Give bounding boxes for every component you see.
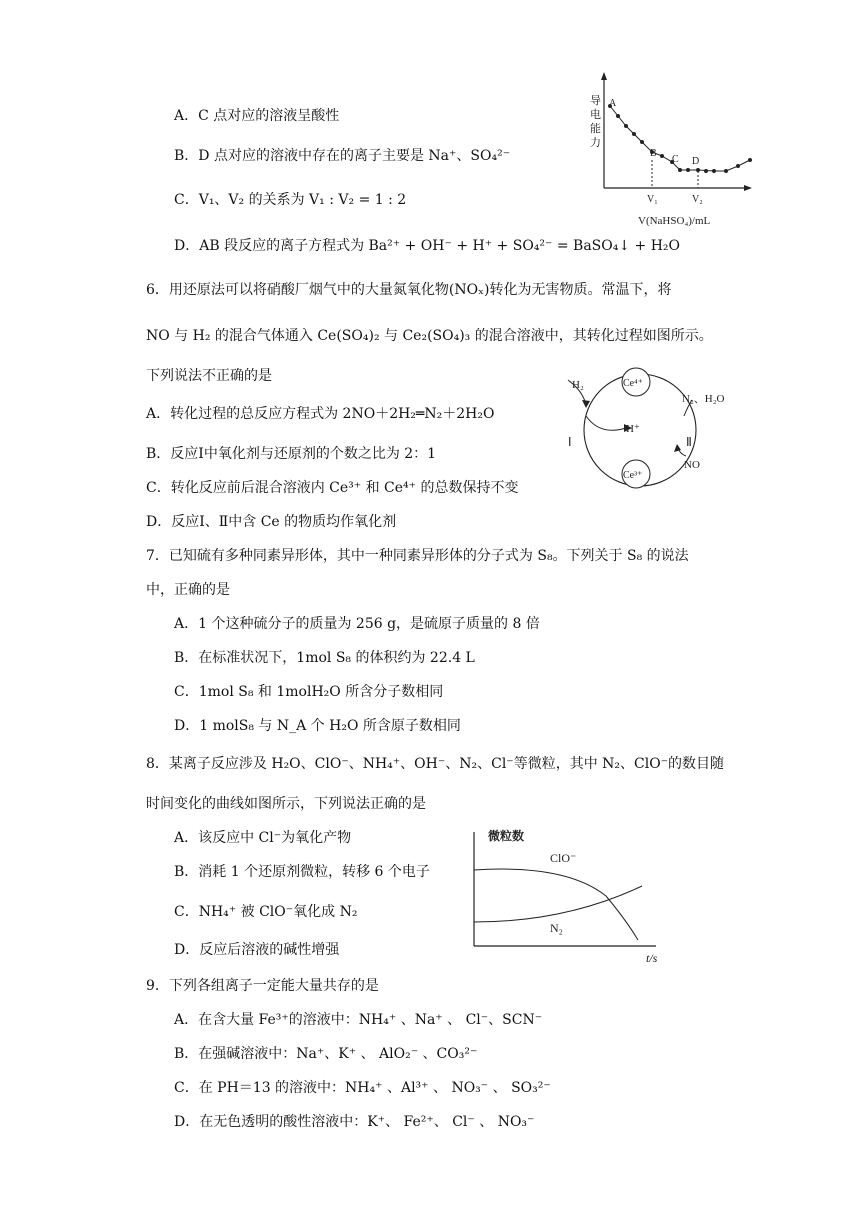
q8-clo-label: ClO⁻ — [550, 851, 577, 865]
q5-xlabel: V(NaHSO₄)/mL — [638, 215, 711, 227]
q7-option-c: C．1mol S₈ 和 1molH₂O 所含分子数相同 — [174, 684, 444, 700]
q8-n2-label: N₂ — [550, 921, 563, 935]
q6-option-c: C．转化反应前后混合溶液内 Ce³⁺ 和 Ce⁴⁺ 的总数保持不变 — [146, 480, 519, 496]
q7-option-b: B．在标准状况下，1mol S₈ 的体积约为 22.4 L — [174, 650, 475, 666]
q5-ylabel-2: 电 — [590, 109, 601, 121]
q6-reaction-1: Ⅰ — [568, 435, 572, 449]
q6-option-a: A．转化过程的总反应方程式为 2NO＋2H₂═N₂＋2H₂O — [146, 406, 495, 422]
q5-ylabel-3: 能 — [590, 123, 601, 135]
q5-conductivity-graph — [586, 70, 756, 230]
q5-point-d: D — [692, 156, 700, 167]
q6-option-d: D．反应Ⅰ、Ⅱ中含 Ce 的物质均作氧化剂 — [146, 514, 397, 530]
q8-option-a: A．该反应中 Cl⁻为氧化产物 — [174, 830, 352, 846]
q8-stem-line2: 时间变化的曲线如图所示，下列说法正确的是 — [146, 796, 426, 812]
q9-option-d: D．在无色透明的酸性溶液中：K⁺、 Fe²⁺、 Cl⁻ 、 NO₃⁻ — [174, 1114, 535, 1130]
q6-reaction-2: Ⅱ — [686, 435, 692, 449]
q8-ylabel: 微粒数 — [488, 829, 525, 843]
q6-stem-line1: 6．用还原法可以将硝酸厂烟气中的大量氮氧化物(NOₓ)转化为无害物质。常温下，将 — [146, 282, 672, 298]
q6-no-label: NO — [684, 459, 700, 471]
q9-stem: 9．下列各组离子一定能大量共存的是 — [146, 978, 379, 994]
q8-option-d: D．反应后溶液的碱性增强 — [174, 942, 340, 958]
q5-option-c: C．V₁、V₂ 的关系为 V₁ : V₂ = 1 : 2 — [174, 192, 407, 208]
q5-option-d: D．AB 段反应的离子方程式为 Ba²⁺ + OH⁻ + H⁺ + SO₄²⁻ = BaSO₄↓ + H₂O — [174, 238, 681, 254]
q5-point-c: C — [672, 154, 679, 165]
q7-option-d: D．1 molS₈ 与 N_A 个 H₂O 所含原子数相同 — [174, 718, 461, 734]
q6-cerium-cycle-diagram — [560, 366, 750, 496]
q5-option-a: A．C 点对应的溶液呈酸性 — [174, 108, 340, 124]
q9-option-b: B．在强碱溶液中：Na⁺、K⁺ 、 AlO₂⁻ 、CO₃²⁻ — [174, 1046, 478, 1062]
q5-ylabel-4: 力 — [590, 137, 601, 149]
q7-stem-line1: 7．已知硫有多种同素异形体，其中一种同素异形体的分子式为 S₈。下列关于 S₈ 的说法 — [146, 548, 689, 564]
q5-option-b: B．D 点对应的溶液中存在的离子主要是 Na⁺、SO₄²⁻ — [174, 148, 511, 164]
q5-point-b: B — [650, 148, 657, 159]
q9-option-c: C．在 PH＝13 的溶液中：NH₄⁺ 、Al³⁺ 、 NO₃⁻ 、 SO₃²⁻ — [174, 1080, 551, 1096]
q7-stem-line2: 中，正确的是 — [146, 582, 230, 598]
q5-point-a: A — [609, 98, 617, 109]
q8-particle-count-graph — [466, 824, 666, 964]
q6-ce4-label: Ce⁴⁺ — [623, 378, 643, 389]
q5-tick-v1: V₁ — [647, 194, 658, 205]
q9-option-a: A．在含大量 Fe³⁺的溶液中：NH₄⁺ 、Na⁺ 、 Cl⁻、SCN⁻ — [174, 1012, 543, 1028]
q8-xlabel: t/s — [646, 951, 658, 964]
q6-stem-line3: 下列说法不正确的是 — [146, 368, 272, 384]
q8-stem-line1: 8．某离子反应涉及 H₂O、ClO⁻、NH₄⁺、OH⁻、N₂、Cl⁻等微粒，其中 N₂、ClO⁻的数目随 — [146, 756, 725, 772]
q5-tick-v2: V₂ — [692, 194, 703, 205]
q8-option-b: B．消耗 1 个还原剂微粒，转移 6 个电子 — [174, 864, 430, 880]
q5-ylabel-1: 导 — [590, 95, 601, 107]
q6-products-label: N₂、H₂O — [682, 393, 725, 405]
q6-stem-line2: NO 与 H₂ 的混合气体通入 Ce(SO₄)₂ 与 Ce₂(SO₄)₃ 的混合溶液中，其转化过程如图所示。 — [146, 328, 713, 344]
q6-hplus-label: H⁺ — [626, 423, 640, 435]
q6-ce3-label: Ce³⁺ — [623, 470, 643, 481]
q8-option-c: C．NH₄⁺ 被 ClO⁻氧化成 N₂ — [174, 904, 358, 920]
q6-h2-label: H₂ — [572, 379, 584, 391]
q7-option-a: A．1 个这种硫分子的质量为 256 g，是硫原子质量的 8 倍 — [174, 616, 540, 632]
q6-option-b: B．反应Ⅰ中氧化剂与还原剂的个数之比为 2：1 — [146, 446, 437, 462]
